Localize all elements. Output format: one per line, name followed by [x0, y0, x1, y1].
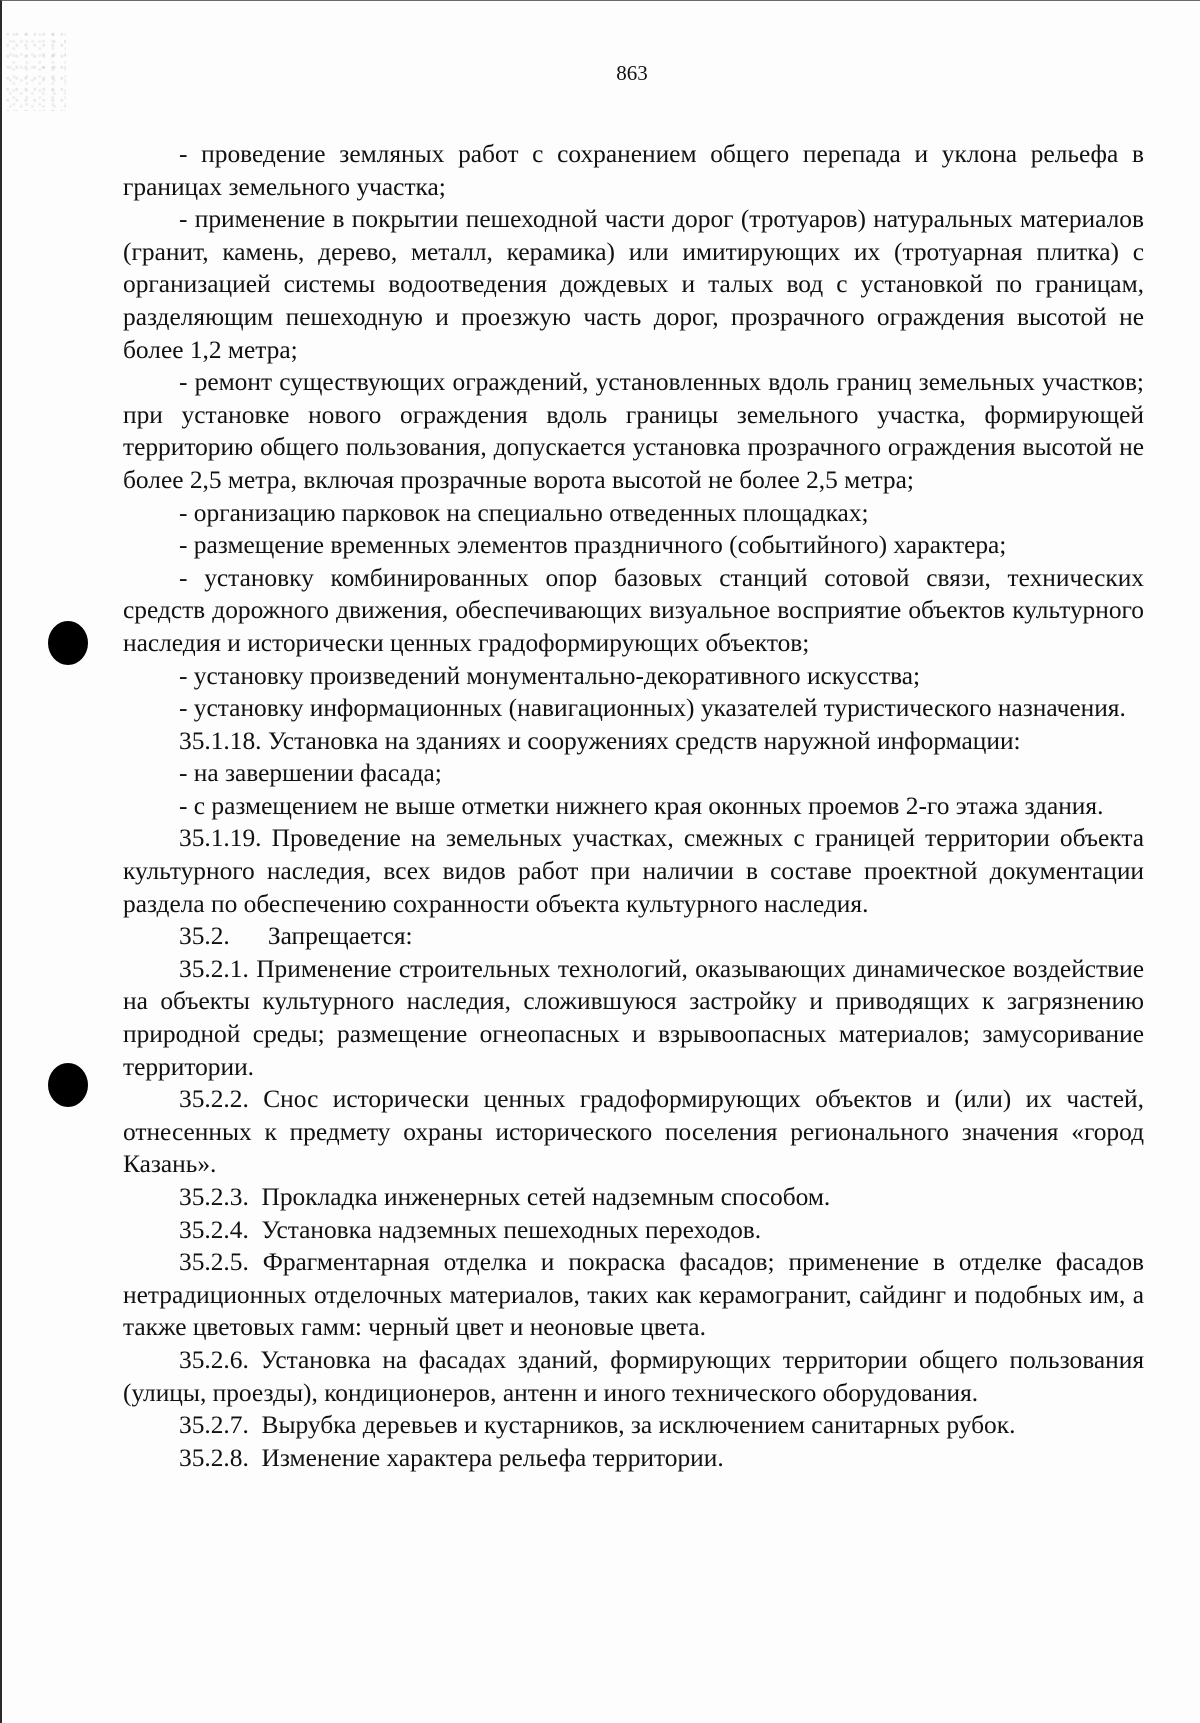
paragraph: 35.2.6. Установка на фасадах зданий, формирующих территории общего пользования (улицы, проезды), кондиционеров, антенн и иного технического оборудования. [123, 1345, 1144, 1407]
paragraph: - с размещением не выше отметки нижнего края оконных проемов 2-го этажа здания. [179, 791, 1104, 820]
document-body [123, 138, 1144, 1474]
paragraph: 35.2.2. Снос исторически ценных градоформирующих объектов и (или) их частей, отнесенных к предмету охраны исторического поселения регионального значения «город Казань». [123, 1085, 1144, 1179]
paragraph: 35.2.7. Вырубка деревьев и кустарников, за исключением санитарных рубок. [179, 1411, 1016, 1440]
paragraph: - проведение земляных работ с сохранением общего перепада и уклона рельефа в границах земельного участка; [123, 140, 1144, 201]
paragraph: 35.1.19. Проведение на земельных участках, смежных с границей территории объекта культурного наследия, всех видов работ при наличии в составе проектной документации раздела по обеспечению сохранности объекта культурного наследия. [123, 824, 1144, 918]
punch-hole-top [48, 621, 88, 665]
paragraph: 35.2.5. Фрагментарная отделка и покраска фасадов; применение в отделке фасадов нетрадиционных отделочных материалов, таких как керамогранит, сайдинг и подобных им, а также цветовых гамм: черный цвет и неоновые цвета. [123, 1248, 1144, 1342]
paragraph: - ремонт существующих ограждений, установленных вдоль границ земельных участков; при установке нового ограждения вдоль границы земельного участка, формирующей территорию общего пользования, допускается установка прозрачного ограждения высотой не более 2,5 метра, включая прозрачные ворота высотой не более 2,5 метра; [123, 368, 1144, 494]
paragraph: 35.2.4. Установка надземных пешеходных переходов. [179, 1215, 762, 1244]
paragraph: 35.2.1. Применение строительных технологий, оказывающих динамическое воздействие на объекты культурного наследия, сложившуюся застройку и приводящих к загрязнению природной среды; размещение огнеопасных и взрывоопасных материалов; замусоривание территории. [123, 954, 1144, 1081]
paragraph: - размещение временных элементов праздничного (событийного) характера; [179, 531, 1007, 560]
paragraph: - на завершении фасада; [179, 759, 442, 788]
paragraph: - применение в покрытии пешеходной части дорог (тротуаров) натуральных материалов (гранит, камень, дерево, металл, керамика) или имитирующих их (тротуарная плитка) с организацией системы водоотведения дождевых и талых вод с установкой по границам, разделяющим пешеходную и проезжую часть дорог, прозрачного ограждения высотой не более 1,2 метра; [123, 205, 1144, 364]
paragraph: 35.2.8. Изменение характера рельефа территории. [179, 1443, 724, 1472]
paragraph: - установку комбинированных опор базовых станций сотовой связи, технических средств дорожного движения, обеспечивающих визуальное восприятие объектов культурного наследия и исторически ценных градоформирующих объектов; [123, 563, 1144, 657]
paragraph: 35.2. Запрещается: [179, 922, 413, 951]
paragraph: - установку информационных (навигационных) указателей туристического назначения. [179, 694, 1126, 723]
paragraph: 35.2.3. Прокладка инженерных сетей надземным способом. [179, 1183, 831, 1211]
page-number: 863 [616, 61, 648, 85]
paragraph: 35.1.18. Установка на зданиях и сооружениях средств наружной информации: [179, 726, 1021, 755]
punch-hole-bottom [48, 1063, 88, 1107]
paragraph: - организацию парковок на специально отведенных площадках; [179, 498, 869, 527]
paragraph: - установку произведений монументально-декоративного искусства; [179, 661, 921, 690]
